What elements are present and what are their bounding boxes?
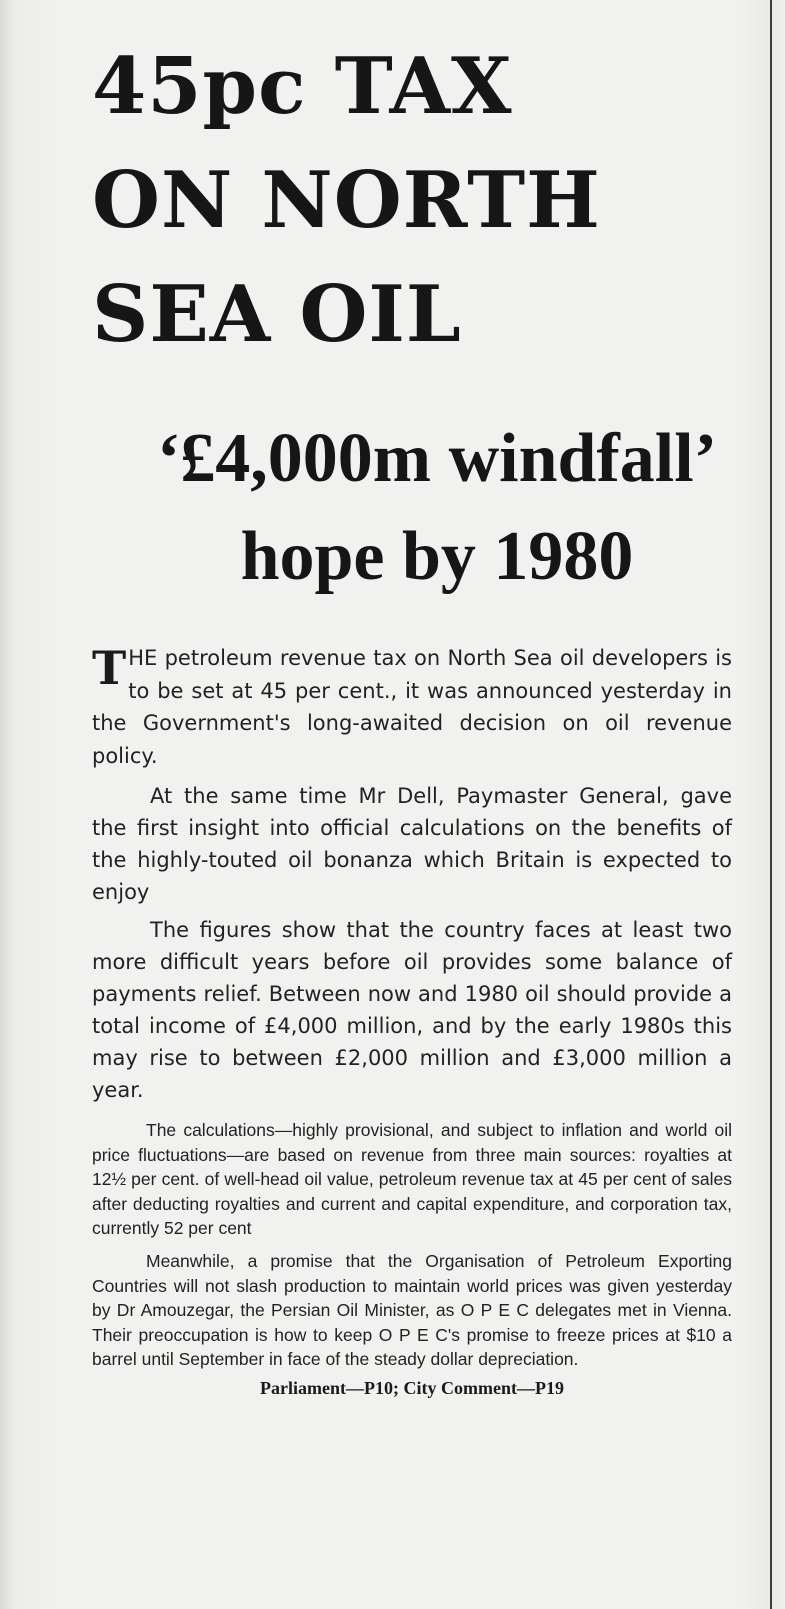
column-rule [770, 0, 772, 1609]
small-paragraph-1: The calculations—highly provisional, and subject to inflation and world oil price fluctuations—are based on revenue from three main sources: royalties at 12½ per cent. of well-head oil value, petroleum revenue tax at 45 per cent of sales after deducting royalties and current and capital expenditure, and corporation tax, currently 52 per cent [92, 1120, 732, 1239]
subheadline-line-1: ‘£4,000m windfall’ [157, 420, 717, 497]
small-paragraph-2: Meanwhile, a promise that the Organisation of Petroleum Exporting Countries will not slash production to maintain world prices was given yesterday by Dr Amouzegar, the Persian Oil Minister, as O P E C delegates met in Vienna. Their preoccupation is how to keep O P E C's promise to freeze prices at $10 a barrel until September in face of the steady dollar depreciation. [92, 1250, 732, 1370]
headline-line-3: SEA OIL [92, 269, 462, 360]
body-paragraph-2: The figures show that the country faces at least two more difficult years before oil provides some balance of payments relief. Between now and 1980 oil should provide a total income of £4,000 million, and by the early 1980s this may rise to between £2,000 million and £3,000 million a year. [92, 918, 732, 1102]
lead-paragraph [92, 642, 732, 772]
cross-reference: Parliament—P10; City Comment—P19 [260, 1377, 564, 1398]
drop-cap: T [92, 641, 127, 695]
lead-text: HE petroleum revenue tax on North Sea oil developers is to be set at 45 per cent., it was announced yesterday in the Government's long-awaited decision on oil revenue policy. [92, 646, 732, 768]
body-paragraph-1: At the same time Mr Dell, Paymaster General, gave the first insight into official calculations on the benefits of the highly-touted oil bonanza which Britain is expected to enjoy [92, 784, 732, 904]
subheadline-line-2: hope by 1980 [240, 518, 634, 595]
headline-line-2: ON NORTH [92, 155, 601, 246]
headline [92, 30, 732, 372]
headline-line-1: 45pc TAX [92, 41, 513, 132]
subheadline [112, 410, 762, 606]
article-body [92, 642, 732, 1399]
